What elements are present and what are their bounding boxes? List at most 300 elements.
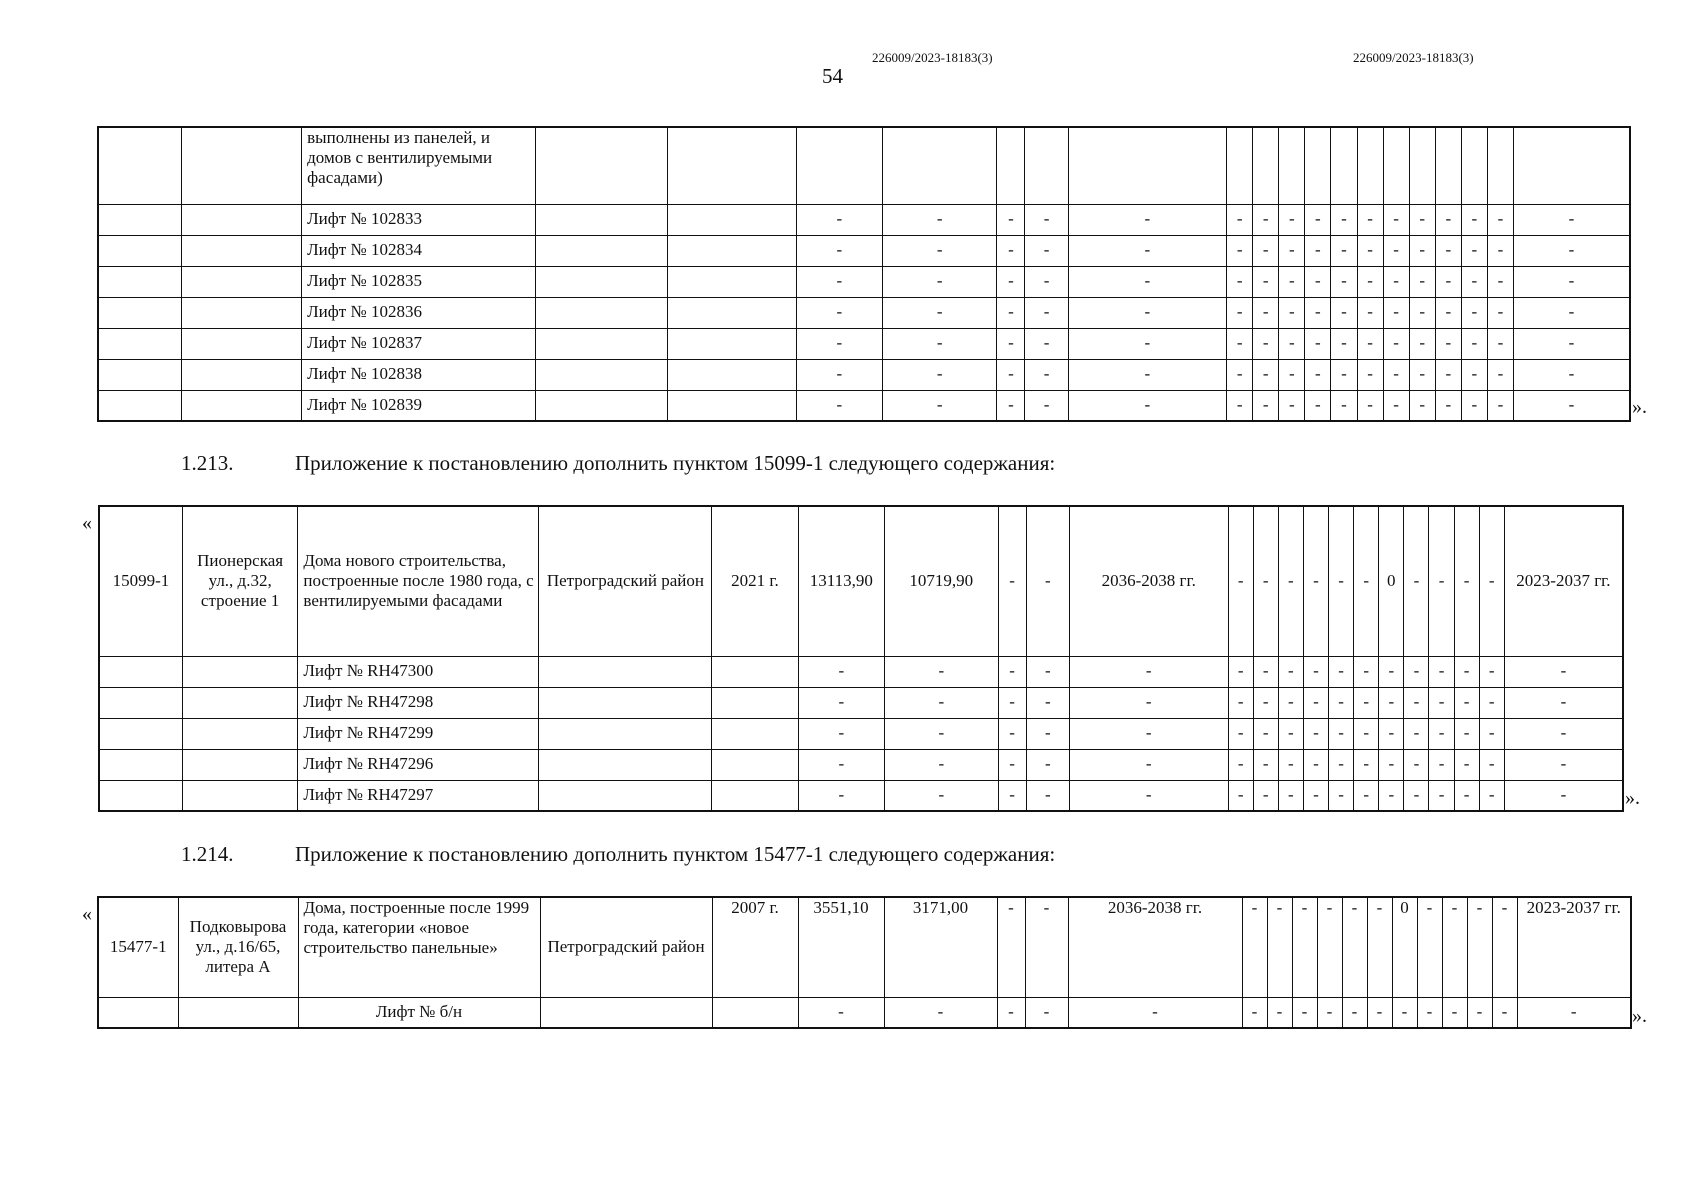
flag-cell: -	[1417, 897, 1442, 997]
flag-cell: -	[1279, 204, 1305, 235]
flag-cell: -	[1435, 390, 1461, 421]
c9-cell: -	[1025, 997, 1068, 1028]
year-cell	[668, 390, 796, 421]
flag-cell: -	[1404, 656, 1429, 687]
flag-cell: -	[1379, 656, 1404, 687]
flag-cell: -	[1479, 656, 1504, 687]
address-cell	[182, 687, 298, 718]
flag-cell: -	[1461, 297, 1487, 328]
elevator-name: Лифт № 102838	[302, 359, 536, 390]
c9-cell: -	[1025, 266, 1068, 297]
last-cell: -	[1513, 328, 1630, 359]
period-cell: -	[1068, 266, 1227, 297]
flag-cell: -	[1404, 749, 1429, 780]
district-cell	[539, 718, 712, 749]
flag-cell: -	[1228, 506, 1253, 656]
address-cell	[181, 235, 301, 266]
flag-cell: -	[1435, 359, 1461, 390]
last-cell: -	[1513, 266, 1630, 297]
table-row	[98, 204, 1630, 235]
flag-cell: -	[1454, 506, 1479, 656]
c8-cell: -	[997, 390, 1025, 421]
flag-cell: -	[1305, 297, 1331, 328]
district-cell	[535, 266, 667, 297]
item-15099-1-table	[98, 505, 1624, 812]
period-cell: -	[1069, 780, 1228, 811]
flag-cell: -	[1267, 897, 1292, 997]
num-cell	[99, 687, 182, 718]
num-cell	[99, 780, 182, 811]
flag-cell: -	[1329, 656, 1354, 687]
c8-cell: -	[998, 506, 1026, 656]
flag-cell: -	[1383, 297, 1409, 328]
flag-cell: -	[1253, 687, 1278, 718]
area-living-cell: 10719,90	[885, 506, 999, 656]
table-row	[99, 506, 1623, 656]
flag-cell: -	[1404, 506, 1429, 656]
area-total-cell: -	[798, 749, 884, 780]
table-row	[98, 359, 1630, 390]
flag-cell: -	[1227, 328, 1253, 359]
table-row	[98, 297, 1630, 328]
flag-cell: -	[1253, 718, 1278, 749]
flag-cell: -	[1461, 328, 1487, 359]
last-cell: -	[1513, 297, 1630, 328]
area-living-cell: -	[885, 656, 999, 687]
flag-cell: -	[1253, 506, 1278, 656]
section-number: 1.214.	[181, 842, 234, 866]
table-row	[98, 235, 1630, 266]
flag-cell: -	[1331, 297, 1357, 328]
page-number: 54	[822, 64, 843, 88]
address-cell	[181, 297, 301, 328]
flag-cell: -	[1367, 997, 1392, 1028]
flag-cell: -	[1357, 204, 1383, 235]
area-living-cell: 3171,00	[884, 897, 997, 997]
c8-cell: -	[997, 997, 1025, 1028]
c9-cell: -	[1026, 656, 1069, 687]
table-row	[99, 718, 1623, 749]
flag-cell: -	[1435, 235, 1461, 266]
table-row	[99, 656, 1623, 687]
flag-cell: -	[1253, 359, 1279, 390]
period-cell: -	[1069, 718, 1228, 749]
empty-cell	[535, 127, 667, 204]
num-cell	[99, 656, 182, 687]
flag-cell: -	[1379, 687, 1404, 718]
flag-cell: -	[1409, 390, 1435, 421]
empty-cell	[997, 127, 1025, 204]
last-cell: -	[1504, 718, 1623, 749]
flag-cell: -	[1379, 718, 1404, 749]
period-cell: -	[1068, 297, 1227, 328]
last-cell: -	[1504, 656, 1623, 687]
num-cell	[99, 718, 182, 749]
flag-cell: -	[1379, 780, 1404, 811]
num-cell	[98, 328, 181, 359]
empty-cell	[1068, 127, 1227, 204]
flag-cell: -	[1383, 328, 1409, 359]
flag-cell: -	[1461, 390, 1487, 421]
empty-cell	[1513, 127, 1630, 204]
address-cell	[181, 266, 301, 297]
flag-cell: -	[1392, 997, 1417, 1028]
flag-cell: -	[1479, 749, 1504, 780]
district-cell	[535, 297, 667, 328]
flag-cell: -	[1417, 997, 1442, 1028]
flag-cell: -	[1303, 506, 1328, 656]
flag-cell: -	[1454, 718, 1479, 749]
last-cell: 2023-2037 гг.	[1504, 506, 1623, 656]
flag-cell: -	[1454, 656, 1479, 687]
elevator-name: Лифт № 102837	[302, 328, 536, 359]
area-total-cell: -	[796, 204, 882, 235]
flag-cell: -	[1253, 266, 1279, 297]
flag-cell: -	[1331, 266, 1357, 297]
empty-cell	[1279, 127, 1305, 204]
address-cell	[182, 749, 298, 780]
district-cell	[535, 235, 667, 266]
period-cell: -	[1069, 656, 1228, 687]
area-total-cell: -	[796, 390, 882, 421]
flag-cell: -	[1479, 687, 1504, 718]
flag-cell: -	[1292, 897, 1317, 997]
c8-cell: -	[998, 687, 1026, 718]
table-row	[98, 266, 1630, 297]
num-cell	[98, 359, 181, 390]
description-cell: Дома нового строительства, построенные после 1980 года, с вентилируемыми фасадами	[298, 506, 539, 656]
flag-cell: -	[1409, 297, 1435, 328]
period-cell: -	[1068, 359, 1227, 390]
period-cell: -	[1068, 390, 1227, 421]
c8-cell: -	[997, 328, 1025, 359]
address-cell	[181, 390, 301, 421]
period-cell: -	[1068, 328, 1227, 359]
table-row	[99, 749, 1623, 780]
flag-cell: -	[1342, 997, 1367, 1028]
c9-cell: -	[1025, 297, 1068, 328]
flag-cell: -	[1435, 328, 1461, 359]
address-cell	[182, 780, 298, 811]
year-cell	[668, 297, 796, 328]
year-cell	[668, 266, 796, 297]
empty-cell	[883, 127, 997, 204]
flag-cell: -	[1228, 718, 1253, 749]
flag-cell: -	[1331, 390, 1357, 421]
elevator-name: Лифт № 102834	[302, 235, 536, 266]
c9-cell: -	[1025, 897, 1068, 997]
area-total-cell: -	[798, 656, 884, 687]
empty-cell	[1435, 127, 1461, 204]
flag-cell: -	[1467, 997, 1492, 1028]
year-cell	[712, 687, 798, 718]
flag-cell: -	[1429, 687, 1454, 718]
elevator-name: Лифт № 102839	[302, 390, 536, 421]
empty-cell	[1409, 127, 1435, 204]
flag-cell: -	[1435, 297, 1461, 328]
c9-cell: -	[1025, 235, 1068, 266]
flag-cell: -	[1317, 997, 1342, 1028]
flag-cell: -	[1329, 687, 1354, 718]
district-cell	[540, 997, 712, 1028]
flag-cell: -	[1454, 780, 1479, 811]
flag-cell: -	[1461, 266, 1487, 297]
area-living-cell: -	[885, 718, 999, 749]
flag-cell: -	[1354, 656, 1379, 687]
flag-cell: -	[1409, 235, 1435, 266]
flag-cell: -	[1331, 328, 1357, 359]
flag-cell: -	[1354, 506, 1379, 656]
flag-cell: -	[1383, 204, 1409, 235]
flag-cell: -	[1342, 897, 1367, 997]
flag-cell: -	[1329, 749, 1354, 780]
address-cell: Подковырова ул., д.16/65, литера А	[178, 897, 298, 997]
flag-cell: -	[1435, 266, 1461, 297]
elevator-name: Лифт № RH47300	[298, 656, 539, 687]
flag-cell: -	[1487, 266, 1513, 297]
flag-cell: -	[1479, 780, 1504, 811]
num-cell: 15477-1	[98, 897, 178, 997]
flag-cell: -	[1303, 780, 1328, 811]
flag-cell: -	[1305, 359, 1331, 390]
flag-cell: -	[1429, 749, 1454, 780]
flag-cell: -	[1357, 297, 1383, 328]
year-cell	[712, 749, 798, 780]
flag-cell: -	[1331, 359, 1357, 390]
district-cell	[535, 328, 667, 359]
table-row	[98, 997, 1631, 1028]
area-living-cell: -	[883, 204, 997, 235]
c8-cell: -	[997, 204, 1025, 235]
address-cell	[182, 656, 298, 687]
address-cell	[181, 204, 301, 235]
flag-cell: -	[1409, 328, 1435, 359]
address-cell: Пионерская ул., д.32, строение 1	[182, 506, 298, 656]
flag-cell: -	[1331, 235, 1357, 266]
elevator-name: Лифт № 102833	[302, 204, 536, 235]
flag-cell: -	[1305, 235, 1331, 266]
year-cell: 2007 г.	[712, 897, 798, 997]
empty-cell	[1331, 127, 1357, 204]
flag-cell: -	[1383, 359, 1409, 390]
elevator-name: Лифт № RH47298	[298, 687, 539, 718]
flag-cell: -	[1278, 780, 1303, 811]
year-cell: 2021 г.	[712, 506, 798, 656]
flag-cell: -	[1354, 687, 1379, 718]
year-cell	[668, 204, 796, 235]
year-cell	[668, 359, 796, 390]
year-cell	[712, 780, 798, 811]
closing-quote: ».	[1632, 1005, 1647, 1027]
district-cell	[539, 687, 712, 718]
c8-cell: -	[998, 780, 1026, 811]
closing-quote: ».	[1632, 396, 1647, 418]
header-doc-number-right: 226009/2023-18183(3)	[1353, 50, 1474, 65]
flag-cell: -	[1227, 297, 1253, 328]
address-cell	[181, 127, 301, 204]
num-cell: 15099-1	[99, 506, 182, 656]
last-cell: -	[1513, 204, 1630, 235]
elevator-name: Лифт № RH47299	[298, 718, 539, 749]
area-living-cell: -	[885, 749, 999, 780]
flag-cell: -	[1429, 780, 1454, 811]
flag-cell: -	[1383, 390, 1409, 421]
description-cell: выполнены из панелей, и домов с вентилируемыми фасадами)	[302, 127, 536, 204]
flag-cell: -	[1317, 897, 1342, 997]
flag-cell: -	[1303, 718, 1328, 749]
flag-cell: -	[1357, 235, 1383, 266]
flag-cell: -	[1253, 328, 1279, 359]
area-total-cell: -	[798, 997, 884, 1028]
last-cell: -	[1513, 390, 1630, 421]
flag-cell: -	[1383, 235, 1409, 266]
flag-cell: -	[1227, 390, 1253, 421]
district-cell: Петроградский район	[540, 897, 712, 997]
last-cell: -	[1517, 997, 1631, 1028]
area-total-cell: -	[796, 359, 882, 390]
flag-cell: -	[1227, 359, 1253, 390]
flag-cell: -	[1409, 359, 1435, 390]
flag-cell: -	[1409, 266, 1435, 297]
empty-cell	[1461, 127, 1487, 204]
flag-cell: -	[1487, 390, 1513, 421]
period-cell: 2036-2038 гг.	[1069, 506, 1228, 656]
year-cell	[712, 656, 798, 687]
flag-cell: -	[1305, 328, 1331, 359]
section-number: 1.213.	[181, 451, 234, 475]
area-living-cell: -	[885, 780, 999, 811]
flag-cell: -	[1227, 266, 1253, 297]
num-cell	[99, 749, 182, 780]
area-total-cell: 3551,10	[798, 897, 884, 997]
flag-cell: -	[1305, 390, 1331, 421]
elevator-name: Лифт № 102835	[302, 266, 536, 297]
flag-cell: -	[1435, 204, 1461, 235]
flag-cell: -	[1279, 266, 1305, 297]
num-cell	[98, 235, 181, 266]
c8-cell: -	[998, 718, 1026, 749]
item-15477-1-table	[97, 896, 1632, 1029]
area-living-cell: -	[885, 687, 999, 718]
last-cell: -	[1504, 687, 1623, 718]
year-cell	[668, 235, 796, 266]
flag-cell: -	[1279, 390, 1305, 421]
continuation-table	[97, 126, 1631, 422]
flag-cell: -	[1253, 780, 1278, 811]
c9-cell: -	[1026, 780, 1069, 811]
c9-cell: -	[1025, 328, 1068, 359]
area-living-cell: -	[883, 266, 997, 297]
flag-cell: -	[1357, 266, 1383, 297]
flag-cell: -	[1329, 718, 1354, 749]
flag-cell: 0	[1392, 897, 1417, 997]
section-text: Приложение к постановлению дополнить пунктом 15477-1 следующего содержания:	[295, 842, 1056, 866]
flag-cell: -	[1454, 749, 1479, 780]
flag-cell: -	[1228, 749, 1253, 780]
flag-cell: -	[1303, 656, 1328, 687]
flag-cell: -	[1357, 328, 1383, 359]
flag-cell: -	[1253, 656, 1278, 687]
num-cell	[98, 297, 181, 328]
last-cell: -	[1504, 749, 1623, 780]
area-living-cell: -	[883, 359, 997, 390]
num-cell	[98, 127, 181, 204]
table-row	[99, 780, 1623, 811]
flag-cell: -	[1331, 204, 1357, 235]
flag-cell: -	[1429, 718, 1454, 749]
district-cell	[535, 390, 667, 421]
district-cell	[539, 780, 712, 811]
flag-cell: -	[1383, 266, 1409, 297]
flag-cell: -	[1292, 997, 1317, 1028]
flag-cell: -	[1429, 656, 1454, 687]
flag-cell: -	[1404, 718, 1429, 749]
last-cell: -	[1513, 359, 1630, 390]
flag-cell: -	[1492, 997, 1517, 1028]
flag-cell: 0	[1379, 506, 1404, 656]
flag-cell: -	[1253, 390, 1279, 421]
district-cell: Петроградский район	[539, 506, 712, 656]
flag-cell: -	[1242, 997, 1267, 1028]
last-cell: -	[1504, 780, 1623, 811]
district-cell	[535, 204, 667, 235]
flag-cell: -	[1379, 749, 1404, 780]
area-total-cell: -	[796, 328, 882, 359]
flag-cell: -	[1409, 204, 1435, 235]
last-cell: -	[1513, 235, 1630, 266]
period-cell: -	[1069, 749, 1228, 780]
area-total-cell: -	[798, 718, 884, 749]
flag-cell: -	[1278, 749, 1303, 780]
year-cell	[712, 718, 798, 749]
flag-cell: -	[1442, 997, 1467, 1028]
flag-cell: -	[1242, 897, 1267, 997]
flag-cell: -	[1367, 897, 1392, 997]
flag-cell: -	[1278, 687, 1303, 718]
flag-cell: -	[1357, 390, 1383, 421]
c8-cell: -	[997, 235, 1025, 266]
opening-quote: «	[82, 512, 92, 534]
flag-cell: -	[1267, 997, 1292, 1028]
flag-cell: -	[1461, 204, 1487, 235]
flag-cell: -	[1479, 718, 1504, 749]
area-living-cell: -	[883, 328, 997, 359]
address-cell	[182, 718, 298, 749]
address-cell	[181, 359, 301, 390]
flag-cell: -	[1227, 204, 1253, 235]
c8-cell: -	[998, 656, 1026, 687]
flag-cell: -	[1404, 687, 1429, 718]
flag-cell: -	[1253, 204, 1279, 235]
period-cell: 2036-2038 гг.	[1068, 897, 1242, 997]
table-row	[99, 687, 1623, 718]
c8-cell: -	[997, 266, 1025, 297]
c8-cell: -	[997, 297, 1025, 328]
flag-cell: -	[1279, 328, 1305, 359]
year-cell	[668, 328, 796, 359]
flag-cell: -	[1442, 897, 1467, 997]
flag-cell: -	[1354, 780, 1379, 811]
area-total-cell: -	[798, 780, 884, 811]
num-cell	[98, 266, 181, 297]
elevator-name: Лифт № RH47296	[298, 749, 539, 780]
flag-cell: -	[1479, 506, 1504, 656]
period-cell: -	[1068, 235, 1227, 266]
area-living-cell: -	[883, 297, 997, 328]
address-cell	[178, 997, 298, 1028]
area-total-cell: -	[798, 687, 884, 718]
district-cell	[539, 656, 712, 687]
